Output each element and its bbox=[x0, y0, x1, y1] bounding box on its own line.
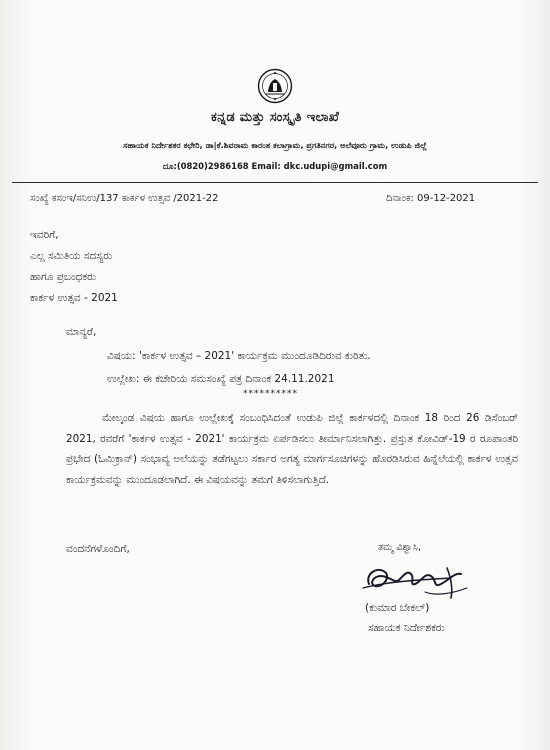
letterhead-divider bbox=[12, 182, 538, 183]
signatory-designation: ಸಹಾಯಕ ನಿರ್ದೇಶಕರು bbox=[368, 622, 445, 634]
letter-date: ದಿನಾಂಕ: 09-12-2021 bbox=[386, 193, 476, 204]
signatory-name: (ಕುಮಾರ ಬೇಕಲ್) bbox=[365, 602, 430, 614]
yours-faithfully: ತಮ್ಮ ವಿಶ್ವಾಸಿ, bbox=[378, 542, 421, 553]
closing-line: ವಂದನೆಗಳೊಂದಿಗೆ, bbox=[66, 543, 130, 555]
recipient-line: ಎಲ್ಲ ಸಮಿತಿಯ ಸದಸ್ಯರು bbox=[30, 250, 113, 262]
department-title: ಕನ್ನಡ ಮತ್ತು ಸಂಸ್ಕೃತಿ ಇಲಾಖೆ bbox=[210, 110, 340, 125]
separator: ********** bbox=[243, 389, 298, 399]
letter-body bbox=[66, 408, 518, 490]
reference-line: ಉಲ್ಲೇಖ: ಈ ಕಚೇರಿಯ ಸಮಸಂಖ್ಯೆ ಪತ್ರ ದಿನಾಂಕ 24.11.2021 bbox=[107, 373, 335, 385]
salutation: ಮಾನ್ಯರೆ, bbox=[66, 326, 97, 338]
body-paragraph: ಮೇಲ್ಕಂಡ ವಿಷಯ ಹಾಗೂ ಉಲ್ಲೇಖಕ್ಕೆ ಸಂಬಂಧಿಸಿದಂತೆ ಉಡುಪಿ ಜಿಲ್ಲೆ ಕಾರ್ಕಳದಲ್ಲಿ ದಿನಾಂಕ 18 ರಿಂದ 26 ಡಿಸೆಂಬರ್ 2021, ರವರೆಗೆ 'ಕಾರ್ಕಳ ಉತ್ಸವ - 2021' ಕಾರ್ಯಕ್ರಮ ಏರ್ಪಡಿಸಲು ತೀರ್ಮಾನಿಸಲಾಗಿತ್ತು. ಪ್ರಸ್ತುತ ಕೋವಿಡ್-19 ರ ರೂಪಾಂತರಿ ಪ್ರಭೇದ (ಓಮಿಕ್ರಾನ್) ಸಂಭಾವ್ಯ ಅಲೆಯನ್ನು ತಡೆಗಟ್ಟಲು ಸರ್ಕಾರ ಅಗತ್ಯ ಮಾರ್ಗಸೂಚಿಗಳನ್ನು ಹೊರಡಿಸಿರುವ ಹಿನ್ನೆಲೆಯಲ್ಲಿ ಕಾರ್ಕಳ ಉತ್ಸವ ಕಾರ್ಯಕ್ರಮವನ್ನು ಮುಂದೂಡಲಾಗಿದೆ. ಈ ವಿಷಯವನ್ನು ತಮಗೆ ತಿಳಿಸಲಾಗುತ್ತಿದೆ. bbox=[66, 412, 518, 486]
recipient-line: ಕಾರ್ಕಳ ಉತ್ಸವ - 2021 bbox=[30, 292, 118, 304]
reference-number: ಸಂಖ್ಯೆ ಕಸಂಇ/ಸನಿಉ/137 ಕಾರ್ಕಳ ಉತ್ಸವ /2021-22 bbox=[30, 193, 219, 204]
office-contact: ದೂ:(0820)2986168 Email: dkc.udupi@gmail.com bbox=[162, 161, 388, 171]
office-address: ಸಹಾಯಕ ನಿರ್ದೇಶಕರ ಕಛೇರಿ, ಡಾ|ಕೆ.ಶಿವರಾಮ ಕಾರಂತ ಕಲಾಗ್ರಾಮ, ಪ್ರಗತಿನಗರ, ಅಲೆವೂರು ಗ್ರಾಮ, ಉಡುಪಿ ಜಿಲ್ಲೆ bbox=[123, 140, 427, 150]
recipient-line: ಇವರಿಗೆ, bbox=[30, 229, 59, 241]
state-emblem-icon bbox=[257, 68, 293, 104]
subject-line: ವಿಷಯ: 'ಕಾರ್ಕಳ ಉತ್ಸವ – 2021' ಕಾರ್ಯಕ್ರಮ ಮುಂದೂಡಿದಿರುವ ಕುರಿತು. bbox=[107, 350, 371, 362]
recipient-line: ಹಾಗೂ ಪ್ರಬಂಧಕರು bbox=[30, 271, 97, 283]
